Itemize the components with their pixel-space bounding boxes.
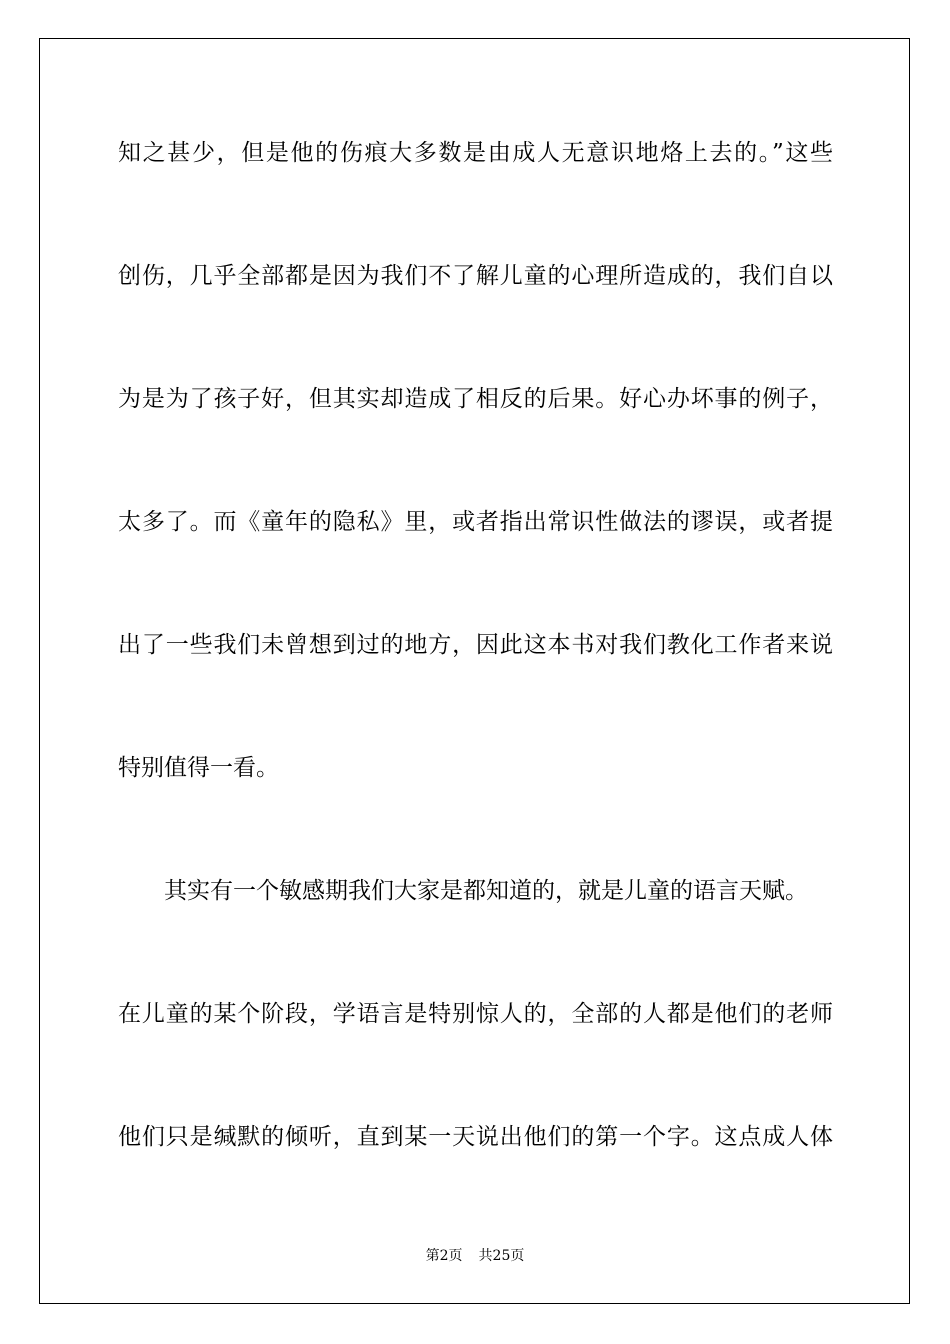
text-line-7-paragraph-start: 其实有一个敏感期我们大家是都知道的，就是儿童的语言天赋。 <box>164 878 808 904</box>
page-total: 共25页 <box>478 1248 525 1264</box>
page-number: 第2页 <box>425 1248 463 1264</box>
text-line-4: 太多了。而《童年的隐私》里，或者指出常识性做法的谬误，或者提 <box>118 509 833 535</box>
text-line-8: 在儿童的某个阶段，学语言是特别惊人的，全部的人都是他们的老师 <box>118 1001 833 1027</box>
text-line-2: 创伤，几乎全部都是因为我们不了解儿童的心理所造成的，我们自以 <box>118 263 833 289</box>
text-line-6: 特别值得一看。 <box>118 755 279 781</box>
text-line-5: 出了一些我们未曾想到过的地方，因此这本书对我们教化工作者来说 <box>118 632 833 658</box>
page-border <box>39 38 910 1304</box>
page-footer <box>0 1247 950 1265</box>
text-line-3: 为是为了孩子好，但其实却造成了相反的后果。好心办坏事的例子， <box>118 386 833 412</box>
text-line-9: 他们只是缄默的倾听，直到某一天说出他们的第一个字。这点成人体 <box>118 1124 833 1150</box>
text-line-1: 知之甚少，但是他的伤痕大多数是由成人无意识地烙上去的。”这些 <box>118 140 833 166</box>
